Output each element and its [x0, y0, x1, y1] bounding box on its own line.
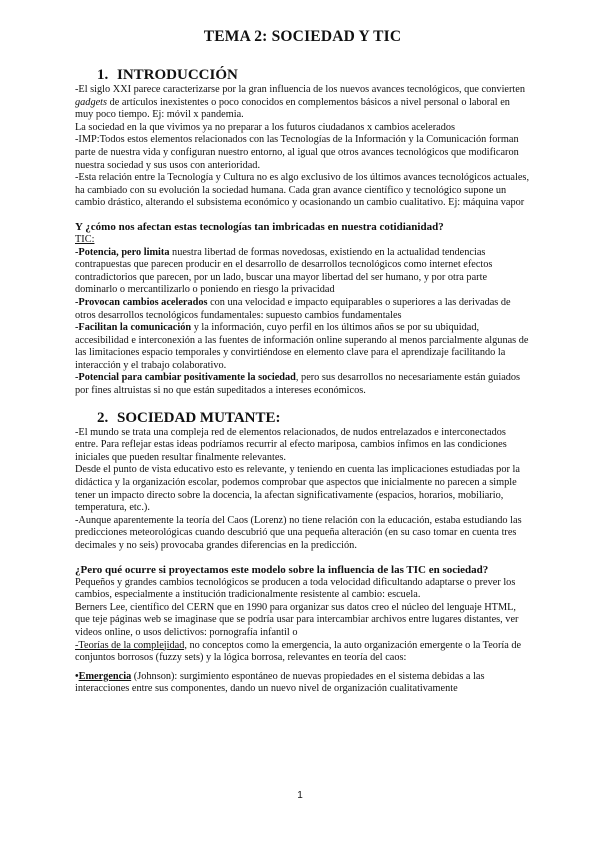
- paragraph: -Esta relación entre la Tecnología y Cultura no es algo exclusivo de los últimos avances tecnológicos actuales, ha cambiado con su evolución la sociedad humana. Cada gran avance científico y tecnológico supone un cambio drástico, alterando el subsistema económico y ocasionando un cambio cualitativo. Ej: máquina vapor: [75, 172, 530, 209]
- bold-run: -Potencia, pero limita: [75, 246, 170, 258]
- list-item: [75, 322, 530, 372]
- text-run: (Johnson): surgimiento espontáneo de nuevas propiedades en el sistema debidas a las interacciones entre sus componentes, dando un nuevo nivel de organización cualitativamente: [75, 670, 485, 695]
- bold-run: -Provocan cambios acelerados: [75, 296, 208, 308]
- section-2-heading: [97, 409, 530, 427]
- bold-run: -Facilitan la comunicación: [75, 322, 192, 334]
- text-run: y la información, cuyo perfil en los últimos años se por su ubiquidad, accesibilidad e interconexión a las fuentes de información online superando al menos parcialmente algunas de las limitaciones espacio temporales y convirtiéndose en elemento clave para el aprendizaje facilitando la interacción y el trabajo colaborativo.: [75, 322, 529, 371]
- text-run: con una velocidad e impacto equiparables o superiores a las derivadas de otros desarrollos tecnológicos fundamentales: supuesto cambios fundamentales: [75, 296, 511, 321]
- text-run: no conceptos como la emergencia, la auto organización emergente o la Teoría de conjuntos borrosos (fuzzy sets) y la lógica borrosa, relevantes en teoría del caos:: [75, 639, 522, 664]
- page-title: TEMA 2: SOCIEDAD Y TIC: [203, 28, 402, 45]
- paragraph: -El mundo se trata una compleja red de elementos relacionados, de nudos entrelazados e interconectados entre. Para reflejar estas ideas podríamos recurrir al efecto mariposa, cambios ínfimos en las condiciones iniciales que pueden resultar finalmente relevantes.: [75, 426, 507, 463]
- paragraph: -Aunque aparentemente la teoría del Caos (Lorenz) no tiene relación con la educación, estaba estudiando las predicciones meteorológicas cuando descubrió que una pequeña alteración (en su caso tomar en cuenta tres decimales y no seis) provocaba grandes diferencias en la predicción.: [75, 514, 522, 551]
- paragraph: [75, 84, 530, 122]
- underlined-bold-run: Emergencia: [78, 670, 132, 682]
- paragraph: Desde el punto de vista educativo esto es relevante, y teniendo en cuenta las implicaciones estudiadas por la didáctica y la organización escolar, podemos comprobar que aspectos que inicialmente no parecen a simple tener un impacto directo sobre la docencia, la afectan significativamente (espacios, horarios, mobiliario, temperatura, etc.).: [75, 464, 520, 514]
- underlined-run: -Teorías de la complejidad,: [75, 639, 187, 651]
- question-heading: ¿Pero qué ocurre si proyectamos este modelo sobre la influencia de las TIC en sociedad?: [75, 563, 489, 576]
- bullet-icon: •: [75, 670, 79, 682]
- bullet-item: [75, 671, 530, 696]
- text-run: , pero sus desarrollos no necesariamente están guiados por fines altruistas si no que están supeditados a intereses económicos.: [75, 372, 521, 397]
- paragraph: Pequeños y grandes cambios tecnológicos se producen a toda velocidad dificultando adaptarse o prever los cambios, especialmente a institución tradicionalmente resistente al cambio: escuela.: [75, 576, 516, 601]
- section-1-heading: [97, 66, 530, 84]
- text-run: de artículos inexistentes o poco conocidos en complementos básicos a nivel personal o laboral en muy poco tiempo. Ej: móvil x pandemia.: [75, 96, 510, 121]
- section-number: 1.: [97, 67, 109, 83]
- text-run: -El siglo XXI parece caracterizarse por la gran influencia de los nuevos avances tecnológicos, que convierten: [75, 84, 526, 95]
- paragraph: La sociedad en la que vivimos ya no preparar a los futuros ciudadanos x cambios acelerados: [75, 121, 455, 133]
- paragraph: [75, 640, 530, 665]
- text-run: nuestra libertad de formas novedosas, existiendo en la actualidad tendencias contrapuestas que parecen producir en el desarrollo de desarrollos tecnológicos como internet efectos contradictorios que parecen, por un lado, buscar una mayor libertad del ser humano, y por otra parte dominarlo o mercantilizarlo o poniendo en riesgo la privacidad: [75, 246, 493, 296]
- italic-run: gadgets: [75, 96, 108, 108]
- tic-label: TIC:: [75, 233, 95, 245]
- bold-run: -Potencial para cambiar positivamente la sociedad: [75, 372, 296, 384]
- section-title: INTRODUCCIÓN: [117, 67, 238, 83]
- list-item: [75, 372, 530, 397]
- list-item: [75, 297, 530, 322]
- question-heading: Y ¿cómo nos afectan estas tecnologías tan imbricadas en nuestra cotidianidad?: [75, 220, 444, 233]
- paragraph: Berners Lee, científico del CERN que en 1990 para organizar sus datos creo el núcleo del lenguaje HTML, que teje páginas web se imaginase que se podría usar para intercambiar archivos entre lugares distantes, ver videos online, o usos delictivos: pornografía infantil o: [75, 601, 519, 638]
- page-number: 1: [297, 790, 303, 801]
- section-title: SOCIEDAD MUTANTE:: [117, 409, 281, 426]
- paragraph: -IMP:Todos estos elementos relacionados con las Tecnologías de la Información y la Comunicación forman parte de nuestra vida y configuran nuestro entorno, al igual que otros avances tecnológicos que modificaron nuestra sociedad y sus usos con anterioridad.: [75, 134, 519, 171]
- section-number: 2.: [97, 409, 109, 426]
- list-item: [75, 247, 530, 297]
